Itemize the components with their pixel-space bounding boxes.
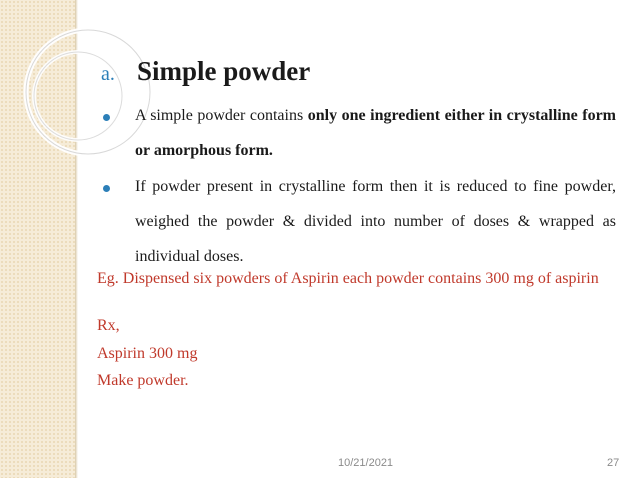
bullet-paragraph-1 <box>135 98 616 168</box>
footer-date: 10/21/2021 <box>338 457 394 469</box>
bullet-1-text-plain: A simple powder contains <box>135 107 308 124</box>
bullet-paragraph-2: If powder present in crystalline form then it is reduced to fine powder, weighed the powder & divided into number of doses & wrapped as individual doses. <box>135 178 616 265</box>
example-text: Eg. Dispensed six powders of Aspirin each powder contains 300 mg of aspirin <box>97 270 599 287</box>
instruction-line: Make powder. <box>97 372 189 389</box>
footer-page-number: 27 <box>607 457 620 469</box>
title-prefix: a. <box>101 63 115 85</box>
slide-title <box>101 56 310 88</box>
bullet-1-text-bold: only one ingredient either in crystalline form or amorphous form. <box>135 107 617 159</box>
bullet-icon <box>103 114 110 121</box>
dose-line: Aspirin 300 mg <box>97 345 198 362</box>
bullet-icon <box>103 185 110 192</box>
rx-label: Rx, <box>97 317 120 334</box>
title-text: Simple powder <box>137 56 311 86</box>
